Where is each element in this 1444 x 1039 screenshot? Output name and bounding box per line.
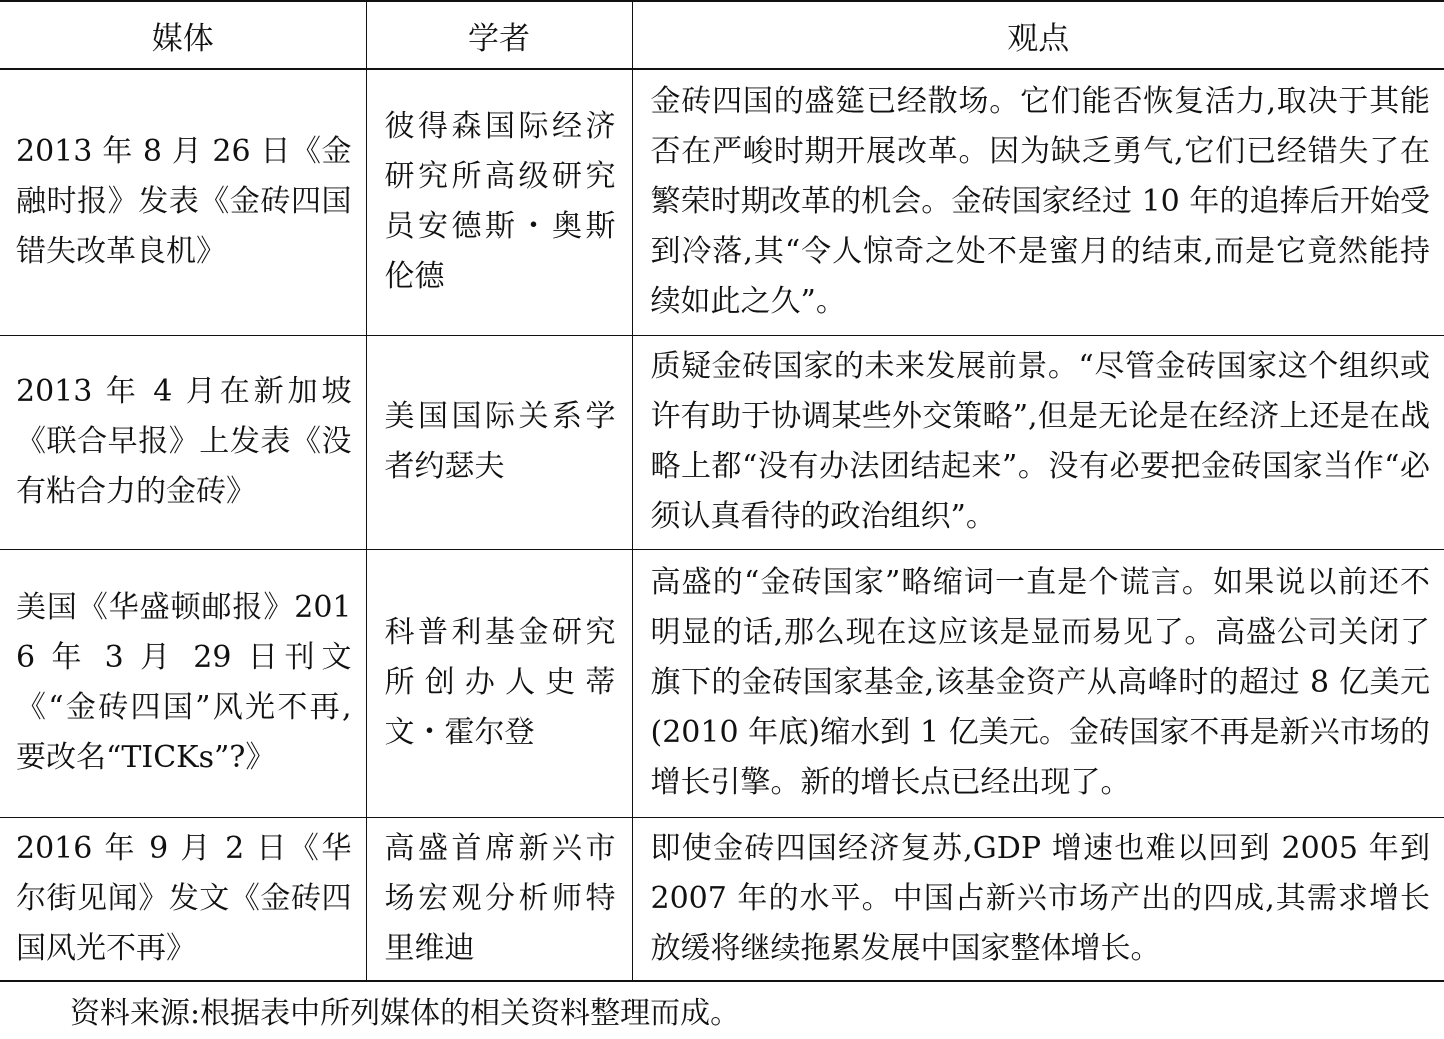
media-cell: 2013 年 4 月在新加坡《联合早报》上发表《没有粘合力的金砖》 — [0, 335, 366, 549]
view-cell: 即使金砖四国经济复苏,GDP 增速也难以回到 2005 年到 2007 年的水平。中国占新兴市场产出的四成,其需求增长放缓将继续拖累发展中国家整体增长。 — [632, 817, 1444, 981]
table-row — [0, 335, 1444, 549]
view-cell: 金砖四国的盛筵已经散场。它们能否恢复活力,取决于其能否在严峻时期开展改革。因为缺乏勇气,它们已经错失了在繁荣时期改革的机会。金砖国家经过 10 年的追捧后开始受到冷落,其“令人惊奇之处不是蜜月的结束,而是它竟然能持续如此之久”。 — [632, 69, 1444, 335]
scholar-cell: 彼得森国际经济研究所高级研究员安德斯・奥斯伦德 — [366, 69, 632, 335]
header-row — [0, 1, 1444, 69]
source-note: 资料来源:根据表中所列媒体的相关资料整理而成。 — [70, 996, 741, 1031]
header-scholar: 学者 — [366, 1, 632, 69]
scholar-cell: 高盛首席新兴市场宏观分析师特里维迪 — [366, 817, 632, 981]
table-body — [0, 69, 1444, 981]
view-cell: 高盛的“金砖国家”略缩词一直是个谎言。如果说以前还不明显的话,那么现在这应该是显而易见了。高盛公司关闭了旗下的金砖国家基金,该基金资产从高峰时的超过 8 亿美元(2010 年底)缩水到 1 亿美元。金砖国家不再是新兴市场的增长引擎。新的增长点已经出现了。 — [632, 549, 1444, 817]
scholar-cell: 科普利基金研究所创办人史蒂文・霍尔登 — [366, 549, 632, 817]
media-cell: 美国《华盛顿邮报》2016 年 3 月 29 日刊文《“金砖四国”风光不再,要改名“TICKs”?》 — [0, 549, 366, 817]
table-row — [0, 69, 1444, 335]
table-row — [0, 817, 1444, 981]
media-cell: 2016 年 9 月 2 日《华尔街见闻》发文《金砖四国风光不再》 — [0, 817, 366, 981]
table-row — [0, 549, 1444, 817]
header-view: 观点 — [632, 1, 1444, 69]
table-header — [0, 1, 1444, 69]
scholar-cell: 美国国际关系学者约瑟夫 — [366, 335, 632, 549]
header-media: 媒体 — [0, 1, 366, 69]
media-cell: 2013 年 8 月 26 日《金融时报》发表《金砖四国错失改革良机》 — [0, 69, 366, 335]
view-cell: 质疑金砖国家的未来发展前景。“尽管金砖国家这个组织或许有助于协调某些外交策略”,但是无论是在经济上还是在战略上都“没有办法团结起来”。没有必要把金砖国家当作“必须认真看待的政治组织”。 — [632, 335, 1444, 549]
